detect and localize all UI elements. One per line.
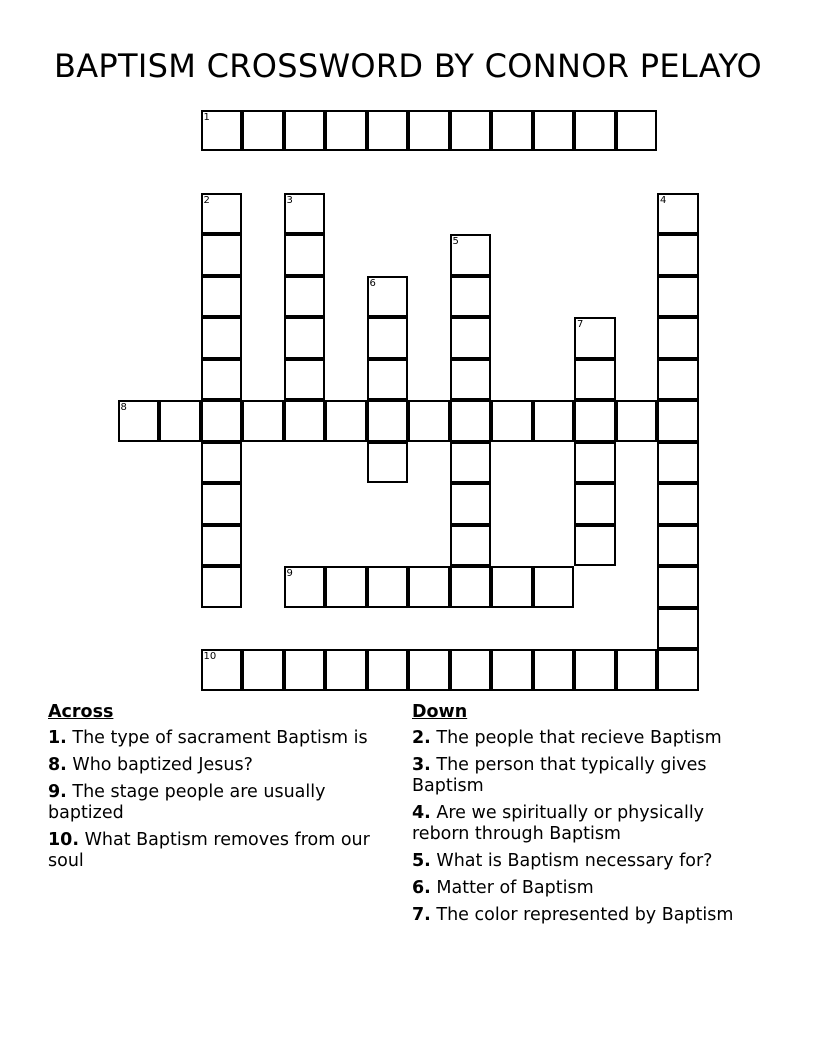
clue-down-2 bbox=[412, 728, 757, 749]
grid-cell[interactable] bbox=[284, 649, 326, 691]
grid-cell[interactable] bbox=[367, 400, 409, 442]
grid-cell[interactable] bbox=[450, 525, 492, 567]
down-heading: Down bbox=[412, 702, 468, 722]
cell-number: 9 bbox=[286, 568, 293, 579]
grid-cell[interactable] bbox=[450, 649, 492, 691]
grid-cell[interactable] bbox=[408, 566, 450, 608]
grid-cell[interactable] bbox=[201, 566, 243, 608]
clue-across-1 bbox=[48, 728, 396, 749]
down-clues bbox=[412, 702, 757, 932]
clue-number: 7. bbox=[412, 905, 431, 925]
grid-cell[interactable] bbox=[450, 400, 492, 442]
grid-cell[interactable] bbox=[574, 483, 616, 525]
grid-cell[interactable] bbox=[450, 317, 492, 359]
grid-cell[interactable] bbox=[367, 566, 409, 608]
grid-cell[interactable] bbox=[533, 110, 575, 152]
grid-cell[interactable] bbox=[574, 110, 616, 152]
clue-down-5 bbox=[412, 851, 757, 872]
grid-cell[interactable] bbox=[325, 400, 367, 442]
grid-cell[interactable] bbox=[574, 649, 616, 691]
clue-number: 5. bbox=[412, 851, 431, 871]
grid-cell[interactable] bbox=[284, 234, 326, 276]
grid-cell[interactable] bbox=[657, 400, 699, 442]
grid-cell[interactable] bbox=[574, 317, 616, 359]
grid-cell[interactable] bbox=[408, 649, 450, 691]
cell-number: 10 bbox=[203, 651, 217, 662]
grid-cell[interactable] bbox=[201, 525, 243, 567]
grid-cell[interactable] bbox=[284, 359, 326, 401]
grid-cell[interactable] bbox=[284, 110, 326, 152]
clue-down-7 bbox=[412, 905, 757, 926]
cell-number: 4 bbox=[660, 194, 667, 206]
grid-cell[interactable] bbox=[201, 442, 243, 484]
grid-cell[interactable] bbox=[242, 400, 284, 442]
grid-cell[interactable] bbox=[616, 110, 658, 152]
grid-cell[interactable] bbox=[325, 649, 367, 691]
clue-text: The type of sacrament Baptism is bbox=[66, 728, 368, 748]
grid-cell[interactable] bbox=[242, 110, 284, 152]
grid-cell[interactable] bbox=[201, 483, 243, 525]
grid-cell[interactable] bbox=[574, 525, 616, 567]
grid-cell[interactable] bbox=[657, 276, 699, 318]
clue-down-3 bbox=[412, 755, 757, 797]
grid-cell[interactable] bbox=[657, 359, 699, 401]
grid-cell[interactable] bbox=[408, 400, 450, 442]
grid-cell[interactable] bbox=[201, 193, 243, 235]
grid-cell[interactable] bbox=[201, 359, 243, 401]
across-clues bbox=[48, 702, 396, 878]
grid-cell[interactable] bbox=[616, 400, 658, 442]
cell-number: 8 bbox=[120, 402, 127, 413]
clue-text: The color represented by Baptism bbox=[430, 905, 734, 925]
grid-cell[interactable] bbox=[450, 483, 492, 525]
grid-cell[interactable] bbox=[657, 608, 699, 650]
grid-cell[interactable] bbox=[118, 400, 160, 442]
grid-cell[interactable] bbox=[533, 566, 575, 608]
clue-down-4 bbox=[412, 803, 757, 845]
grid-cell[interactable] bbox=[201, 110, 243, 152]
grid-cell[interactable] bbox=[201, 649, 243, 691]
grid-cell[interactable] bbox=[242, 649, 284, 691]
clue-text: What Baptism removes from our soul bbox=[48, 830, 370, 871]
grid-cell[interactable] bbox=[450, 442, 492, 484]
grid-cell[interactable] bbox=[657, 566, 699, 608]
clue-text: Matter of Baptism bbox=[430, 878, 594, 898]
cell-number: 2 bbox=[203, 194, 210, 206]
grid-cell[interactable] bbox=[284, 400, 326, 442]
clue-text: Are we spiritually or physically reborn through Baptism bbox=[412, 803, 705, 844]
grid-cell[interactable] bbox=[201, 234, 243, 276]
grid-cell[interactable] bbox=[491, 400, 533, 442]
clue-text: The people that recieve Baptism bbox=[430, 728, 722, 748]
clue-number: 9. bbox=[48, 782, 67, 802]
page-title: BAPTISM CROSSWORD BY CONNOR PELAYO bbox=[53, 47, 763, 85]
grid-cell[interactable] bbox=[408, 110, 450, 152]
clue-number: 4. bbox=[412, 803, 431, 823]
grid-cell[interactable] bbox=[533, 649, 575, 691]
clue-number: 3. bbox=[412, 755, 431, 775]
clue-text: The stage people are usually baptized bbox=[48, 782, 326, 823]
grid-cell[interactable] bbox=[367, 110, 409, 152]
clue-text: What is Baptism necessary for? bbox=[430, 851, 713, 871]
grid-cell[interactable] bbox=[657, 442, 699, 484]
grid-cell[interactable] bbox=[657, 483, 699, 525]
grid-cell[interactable] bbox=[450, 359, 492, 401]
grid-cell[interactable] bbox=[491, 649, 533, 691]
grid-cell[interactable] bbox=[201, 317, 243, 359]
clue-down-6 bbox=[412, 878, 757, 899]
grid-cell[interactable] bbox=[574, 400, 616, 442]
clue-number: 10. bbox=[48, 830, 80, 850]
grid-cell[interactable] bbox=[533, 400, 575, 442]
clue-text: The person that typically gives Baptism bbox=[412, 755, 707, 796]
cell-number: 7 bbox=[577, 319, 584, 330]
clue-text: Who baptized Jesus? bbox=[66, 755, 253, 775]
grid-cell[interactable] bbox=[574, 359, 616, 401]
cell-number: 5 bbox=[452, 236, 459, 247]
clue-across-8 bbox=[48, 755, 396, 776]
grid-cell[interactable] bbox=[450, 566, 492, 608]
grid-cell[interactable] bbox=[201, 276, 243, 318]
grid-cell[interactable] bbox=[450, 276, 492, 318]
grid-cell[interactable] bbox=[325, 110, 367, 152]
grid-cell[interactable] bbox=[367, 317, 409, 359]
clue-across-10 bbox=[48, 830, 396, 872]
grid-cell[interactable] bbox=[367, 276, 409, 318]
grid-cell[interactable] bbox=[657, 234, 699, 276]
grid-cell[interactable] bbox=[201, 400, 243, 442]
grid-cell[interactable] bbox=[367, 442, 409, 484]
clue-number: 6. bbox=[412, 878, 431, 898]
grid-cell[interactable] bbox=[574, 442, 616, 484]
cell-number: 6 bbox=[369, 277, 376, 289]
grid-cell[interactable] bbox=[450, 110, 492, 152]
grid-cell[interactable] bbox=[491, 566, 533, 608]
grid-cell[interactable] bbox=[657, 193, 699, 235]
grid-cell[interactable] bbox=[450, 234, 492, 276]
grid-cell[interactable] bbox=[284, 566, 326, 608]
grid-cell[interactable] bbox=[616, 649, 658, 691]
clue-number: 8. bbox=[48, 755, 67, 775]
across-heading: Across bbox=[48, 702, 114, 722]
grid-cell[interactable] bbox=[657, 649, 699, 691]
grid-cell[interactable] bbox=[159, 400, 201, 442]
clue-across-9 bbox=[48, 782, 396, 824]
grid-cell[interactable] bbox=[284, 317, 326, 359]
grid-cell[interactable] bbox=[367, 359, 409, 401]
grid-cell[interactable] bbox=[657, 525, 699, 567]
grid-cell[interactable] bbox=[367, 649, 409, 691]
clue-number: 2. bbox=[412, 728, 431, 748]
cell-number: 3 bbox=[286, 194, 293, 206]
cell-number: 1 bbox=[203, 111, 210, 123]
grid-cell[interactable] bbox=[284, 193, 326, 235]
grid-cell[interactable] bbox=[325, 566, 367, 608]
grid-cell[interactable] bbox=[284, 276, 326, 318]
grid-cell[interactable] bbox=[491, 110, 533, 152]
clue-number: 1. bbox=[48, 728, 67, 748]
grid-cell[interactable] bbox=[657, 317, 699, 359]
